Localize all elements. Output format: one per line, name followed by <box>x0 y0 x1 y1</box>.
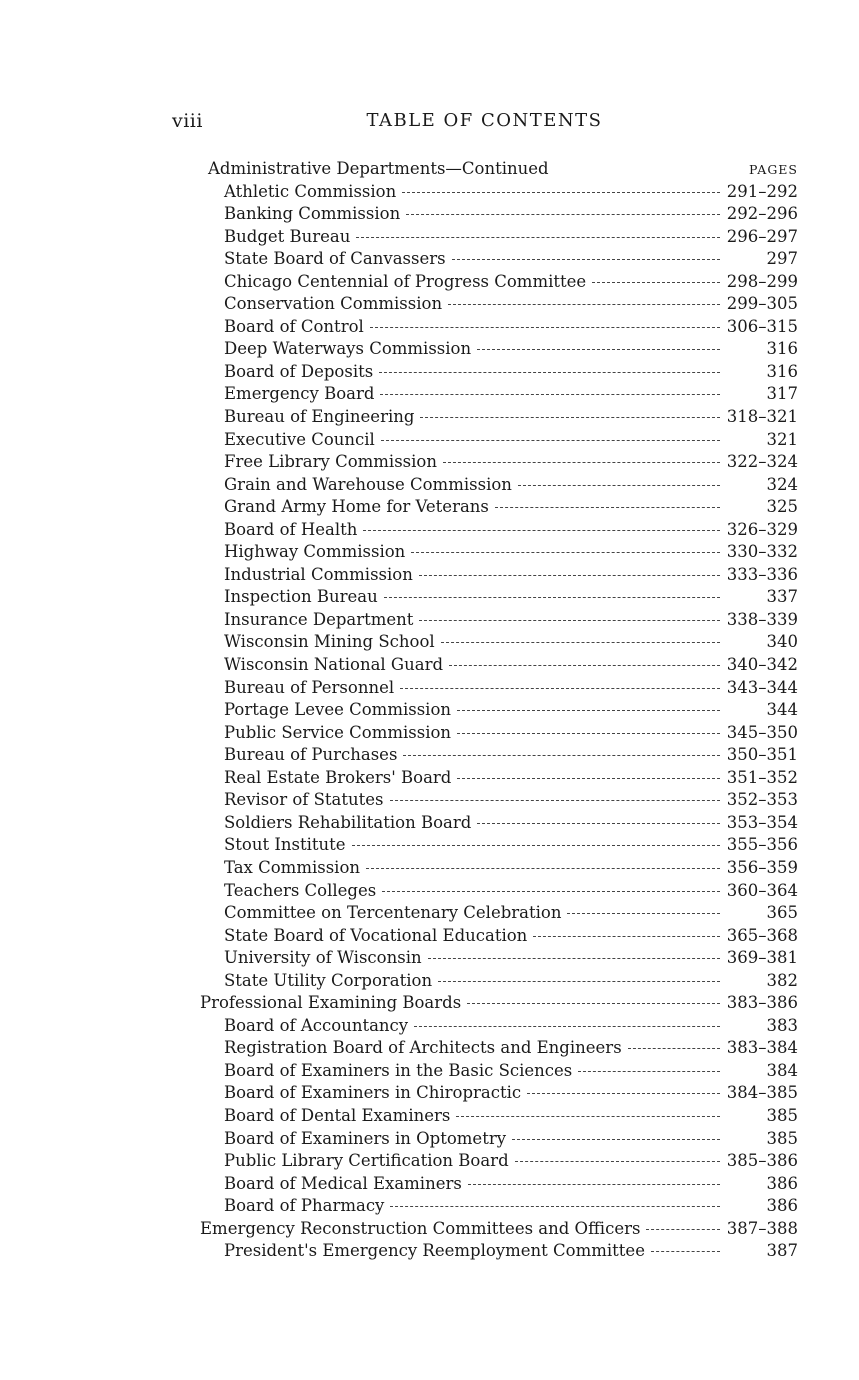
toc-entry-label: State Utility Corporation <box>224 970 433 990</box>
toc-entry <box>200 203 798 226</box>
toc-entry-pages: 365 <box>766 903 798 923</box>
toc-entry <box>200 654 798 677</box>
toc-entry-pages: 322–324 <box>726 452 798 472</box>
toc-entry-label: Public Library Certification Board <box>224 1151 509 1171</box>
dot-leader <box>414 1026 720 1027</box>
toc-entry <box>200 316 798 339</box>
toc-entry-pages: 291–292 <box>726 181 798 201</box>
toc-entry-pages: 340–342 <box>726 655 798 675</box>
dot-leader <box>366 868 720 869</box>
toc-entry <box>200 609 798 632</box>
toc-entry-pages: 382 <box>766 970 798 990</box>
toc-entry <box>200 564 798 587</box>
toc-entry-pages: 324 <box>766 474 798 494</box>
toc-entry-label: Board of Accountancy <box>224 1015 409 1035</box>
toc-entry-pages: 343–344 <box>726 677 798 697</box>
toc-entry <box>200 1015 798 1038</box>
toc-entry-label: Professional Examining Boards <box>200 993 462 1013</box>
toc-entry-pages: 384–385 <box>726 1083 798 1103</box>
dot-leader <box>578 1071 720 1072</box>
toc-entry-label: Banking Commission <box>224 204 401 224</box>
toc-entry-pages: 316 <box>766 339 798 359</box>
toc-entry-label: Conservation Commission <box>224 294 443 314</box>
dot-leader <box>400 688 720 689</box>
toc-entry <box>200 1082 798 1105</box>
toc-entry-label: University of Wisconsin <box>224 948 422 968</box>
table-of-contents <box>200 158 798 1263</box>
toc-entry <box>200 586 798 609</box>
toc-entry-pages: 326–329 <box>726 519 798 539</box>
toc-entry <box>200 789 798 812</box>
toc-entry <box>200 857 798 880</box>
toc-entry-label: Soldiers Rehabilitation Board <box>224 812 472 832</box>
dot-leader <box>384 597 720 598</box>
toc-entry-label: Teachers Colleges <box>224 880 377 900</box>
toc-entry-label: Board of Deposits <box>224 361 374 381</box>
toc-entry-pages: 298–299 <box>726 271 798 291</box>
toc-entry-label: Tax Commission <box>224 857 361 877</box>
toc-entry <box>200 429 798 452</box>
toc-entry-pages: 299–305 <box>726 294 798 314</box>
section-heading: Administrative Departments—Continued <box>208 159 549 178</box>
toc-entry-label: Board of Examiners in Chiropractic <box>224 1083 522 1103</box>
toc-entry-pages: 352–353 <box>726 790 798 810</box>
dot-leader <box>419 575 720 576</box>
toc-entry <box>200 1105 798 1128</box>
toc-entry-pages: 385 <box>766 1105 798 1125</box>
dot-leader <box>477 349 720 350</box>
toc-entry <box>200 767 798 790</box>
dot-leader <box>527 1093 720 1094</box>
dot-leader <box>646 1229 720 1230</box>
dot-leader <box>457 710 720 711</box>
toc-entry <box>200 631 798 654</box>
dot-leader <box>477 823 720 824</box>
toc-entry-pages: 337 <box>766 587 798 607</box>
toc-entry-label: Real Estate Brokers' Board <box>224 767 452 787</box>
toc-entry <box>200 338 798 361</box>
toc-entry <box>200 1240 798 1263</box>
toc-entry-pages: 383 <box>766 1015 798 1035</box>
toc-entry-label: Board of Examiners in the Basic Sciences <box>224 1060 573 1080</box>
toc-entry-pages: 386 <box>766 1173 798 1193</box>
dot-leader <box>456 1116 720 1117</box>
toc-entry-pages: 355–356 <box>726 835 798 855</box>
toc-entry-pages: 387 <box>766 1241 798 1261</box>
section-heading-row <box>200 158 798 181</box>
toc-entry-pages: 356–359 <box>726 857 798 877</box>
toc-entry-pages: 333–336 <box>726 564 798 584</box>
toc-entry <box>200 1060 798 1083</box>
page-number: viii <box>172 110 203 132</box>
dot-leader <box>448 304 720 305</box>
dot-leader <box>441 642 720 643</box>
toc-entry-pages: 338–339 <box>726 609 798 629</box>
toc-entry <box>200 541 798 564</box>
toc-entry-label: State Board of Vocational Education <box>224 925 528 945</box>
toc-entry <box>200 834 798 857</box>
dot-leader <box>567 913 720 914</box>
toc-entry-label: Bureau of Personnel <box>224 677 395 697</box>
toc-entry <box>200 1195 798 1218</box>
dot-leader <box>370 327 720 328</box>
toc-entry <box>200 496 798 519</box>
dot-leader <box>356 237 720 238</box>
dot-leader <box>402 192 720 193</box>
toc-entry-label: Budget Bureau <box>224 226 351 246</box>
toc-entry-pages: 330–332 <box>726 542 798 562</box>
dot-leader <box>352 845 720 846</box>
toc-entry <box>200 406 798 429</box>
toc-entry-pages: 306–315 <box>726 316 798 336</box>
page-title: TABLE OF CONTENTS <box>366 110 603 131</box>
toc-entry <box>200 1037 798 1060</box>
toc-entry-pages: 385 <box>766 1128 798 1148</box>
dot-leader <box>390 800 721 801</box>
toc-entry-label: Highway Commission <box>224 542 406 562</box>
toc-entry-label: Emergency Reconstruction Committees and Officers <box>200 1218 641 1238</box>
toc-entry-pages: 317 <box>766 384 798 404</box>
toc-entries <box>200 181 798 1263</box>
toc-entry-label: Revisor of Statutes <box>224 790 384 810</box>
toc-entry-label: Committee on Tercentenary Celebration <box>224 903 562 923</box>
toc-entry-pages: 325 <box>766 497 798 517</box>
toc-entry <box>200 383 798 406</box>
toc-entry-label: Bureau of Engineering <box>224 407 415 427</box>
toc-entry-pages: 383–384 <box>726 1038 798 1058</box>
toc-entry-label: Portage Levee Commission <box>224 700 452 720</box>
toc-entry-label: Athletic Commission <box>224 181 397 201</box>
toc-entry-pages: 296–297 <box>726 226 798 246</box>
toc-entry <box>200 361 798 384</box>
toc-entry <box>200 970 798 993</box>
dot-leader <box>403 755 720 756</box>
toc-entry-label: Inspection Bureau <box>224 587 378 607</box>
toc-entry <box>200 699 798 722</box>
toc-entry <box>200 812 798 835</box>
dot-leader <box>420 417 720 418</box>
toc-entry-label: Board of Health <box>224 519 358 539</box>
toc-entry <box>200 1173 798 1196</box>
dot-leader <box>468 1184 720 1185</box>
dot-leader <box>382 891 720 892</box>
dot-leader <box>406 214 720 215</box>
toc-entry-pages: 318–321 <box>726 407 798 427</box>
dot-leader <box>515 1161 720 1162</box>
toc-entry-pages: 387–388 <box>726 1218 798 1238</box>
dot-leader <box>457 733 720 734</box>
toc-entry-pages: 385–386 <box>726 1151 798 1171</box>
toc-entry <box>200 271 798 294</box>
toc-entry-pages: 345–350 <box>726 722 798 742</box>
toc-entry-label: President's Emergency Reemployment Committee <box>224 1241 645 1261</box>
toc-entry-label: Registration Board of Architects and Engineers <box>224 1038 622 1058</box>
toc-entry-label: Executive Council <box>224 429 375 449</box>
toc-entry <box>200 248 798 271</box>
toc-entry-label: State Board of Canvassers <box>224 249 446 269</box>
toc-entry <box>200 744 798 767</box>
toc-entry <box>200 226 798 249</box>
toc-entry-pages: 340 <box>766 632 798 652</box>
toc-entry <box>200 992 798 1015</box>
toc-entry-pages: 351–352 <box>726 767 798 787</box>
dot-leader <box>428 958 720 959</box>
toc-entry <box>200 451 798 474</box>
toc-entry <box>200 293 798 316</box>
pages-column-heading: PAGES <box>749 162 798 177</box>
toc-entry-pages: 344 <box>766 700 798 720</box>
toc-entry <box>200 181 798 204</box>
toc-entry-label: Free Library Commission <box>224 452 437 472</box>
toc-entry-pages: 321 <box>766 429 798 449</box>
toc-entry-label: Chicago Centennial of Progress Committee <box>224 271 587 291</box>
dot-leader <box>518 485 720 486</box>
toc-entry <box>200 947 798 970</box>
toc-entry <box>200 519 798 542</box>
toc-entry-label: Board of Pharmacy <box>224 1196 385 1216</box>
toc-entry-pages: 353–354 <box>726 812 798 832</box>
toc-entry <box>200 677 798 700</box>
toc-entry-pages: 297 <box>766 249 798 269</box>
dot-leader <box>457 778 720 779</box>
toc-entry-pages: 365–368 <box>726 925 798 945</box>
toc-entry-label: Board of Medical Examiners <box>224 1173 462 1193</box>
dot-leader <box>363 530 720 531</box>
toc-entry-pages: 350–351 <box>726 745 798 765</box>
toc-entry-label: Wisconsin Mining School <box>224 632 435 652</box>
dot-leader <box>512 1139 720 1140</box>
toc-entry-pages: 292–296 <box>726 204 798 224</box>
dot-leader <box>381 440 720 441</box>
toc-entry-label: Grain and Warehouse Commission <box>224 474 512 494</box>
dot-leader <box>443 462 720 463</box>
toc-entry-pages: 369–381 <box>726 948 798 968</box>
toc-entry-label: Wisconsin National Guard <box>224 655 444 675</box>
toc-entry-label: Insurance Department <box>224 609 414 629</box>
toc-entry-label: Emergency Board <box>224 384 375 404</box>
toc-entry-label: Stout Institute <box>224 835 346 855</box>
dot-leader <box>533 936 720 937</box>
dot-leader <box>449 665 720 666</box>
toc-entry <box>200 1128 798 1151</box>
toc-entry-pages: 384 <box>766 1060 798 1080</box>
toc-entry-pages: 316 <box>766 361 798 381</box>
dot-leader <box>438 981 720 982</box>
dot-leader <box>419 620 720 621</box>
dot-leader <box>495 507 720 508</box>
toc-entry-label: Board of Control <box>224 316 364 336</box>
toc-entry-label: Board of Dental Examiners <box>224 1105 451 1125</box>
toc-entry <box>200 880 798 903</box>
toc-entry <box>200 1218 798 1241</box>
toc-entry-label: Deep Waterways Commission <box>224 339 472 359</box>
toc-entry <box>200 722 798 745</box>
dot-leader <box>592 282 720 283</box>
dot-leader <box>411 552 720 553</box>
toc-entry <box>200 474 798 497</box>
dot-leader <box>467 1003 720 1004</box>
toc-entry-pages: 386 <box>766 1196 798 1216</box>
toc-entry-label: Industrial Commission <box>224 564 413 584</box>
toc-entry-pages: 383–386 <box>726 993 798 1013</box>
toc-entry-label: Public Service Commission <box>224 722 452 742</box>
dot-leader <box>380 394 720 395</box>
dot-leader <box>651 1251 720 1252</box>
toc-entry-label: Bureau of Purchases <box>224 745 398 765</box>
toc-entry <box>200 1150 798 1173</box>
dot-leader <box>379 372 720 373</box>
toc-entry <box>200 925 798 948</box>
dot-leader <box>628 1048 720 1049</box>
toc-entry-label: Board of Examiners in Optometry <box>224 1128 507 1148</box>
dot-leader <box>452 259 720 260</box>
toc-entry-label: Grand Army Home for Veterans <box>224 497 489 517</box>
toc-entry <box>200 902 798 925</box>
toc-entry-pages: 360–364 <box>726 880 798 900</box>
dot-leader <box>390 1206 720 1207</box>
